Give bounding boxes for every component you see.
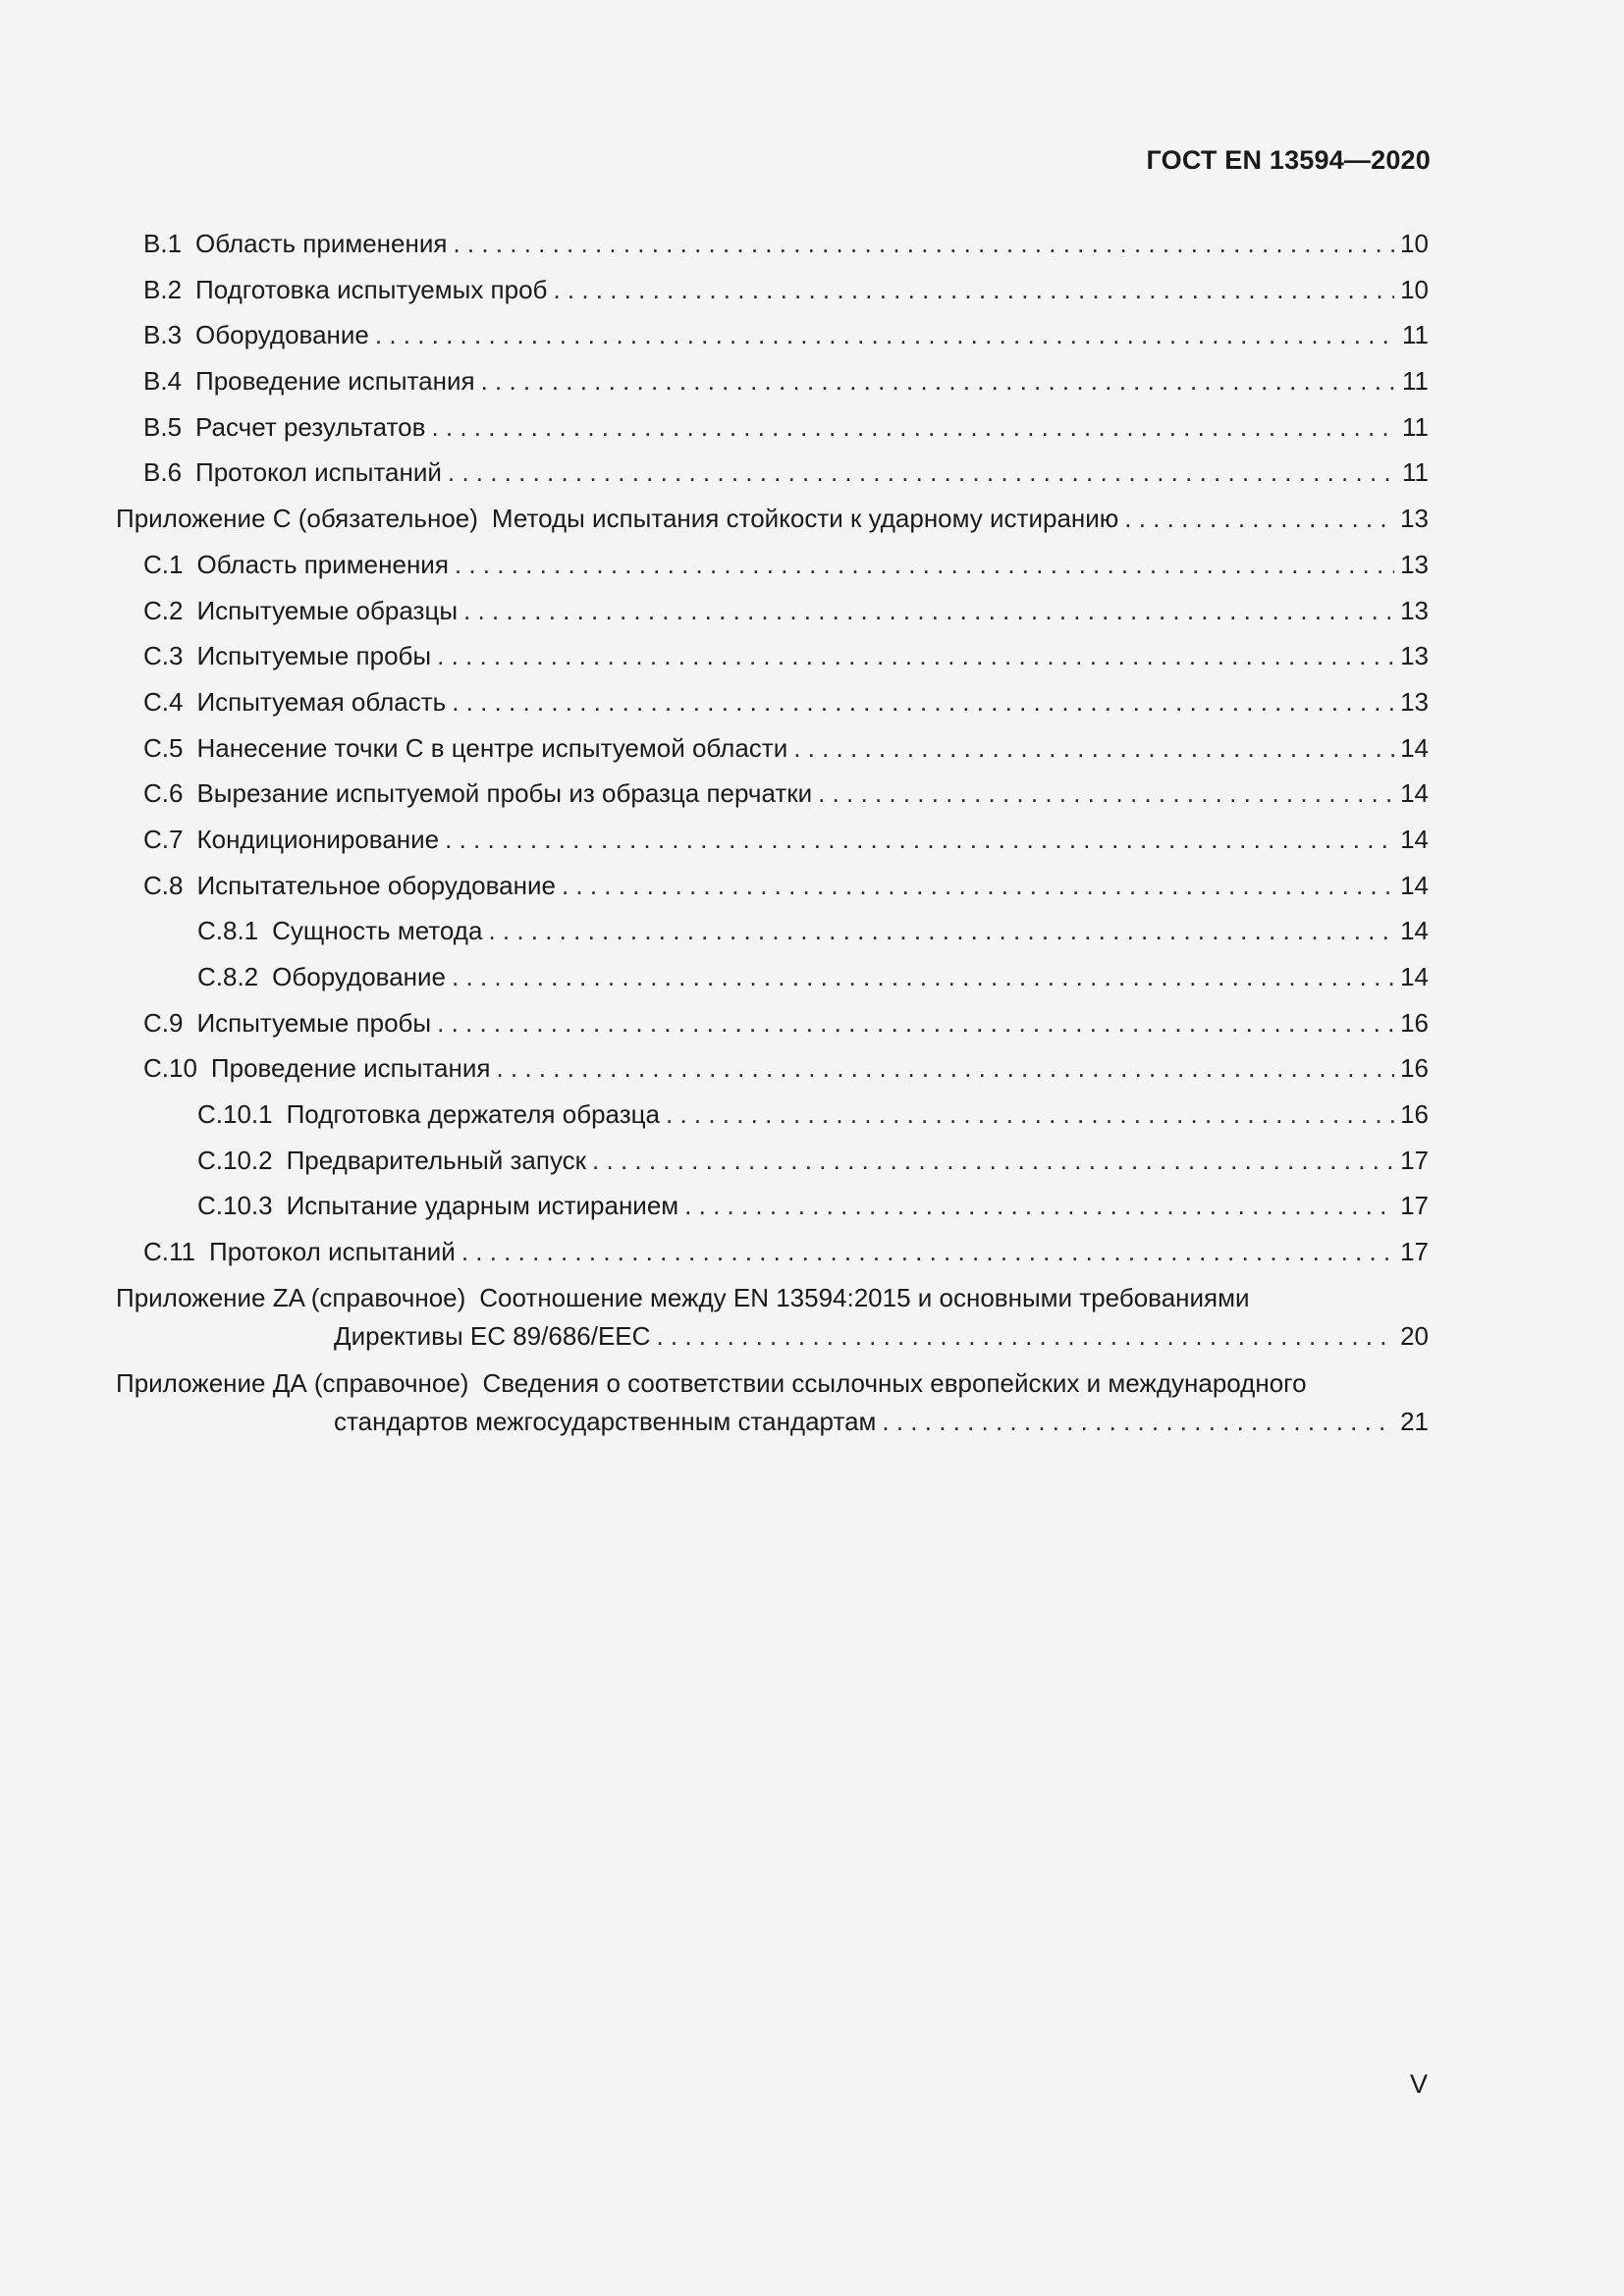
toc-number: С.1 <box>143 549 184 579</box>
toc-leader-dots <box>453 221 1394 267</box>
toc-title: Протокол испытаний <box>195 457 442 488</box>
toc-page: 10 <box>1400 274 1429 304</box>
toc-leader-dots <box>656 1317 1394 1356</box>
toc-leader-dots <box>882 1403 1394 1441</box>
toc-title: Соотношение между EN 13594:2015 и основными требованиями <box>479 1282 1250 1312</box>
toc-title: Испытание ударным истиранием <box>286 1191 679 1221</box>
toc-leader-dots <box>818 771 1394 817</box>
toc-page: 13 <box>1400 595 1429 625</box>
toc-page: 13 <box>1400 686 1429 717</box>
toc-entry-c10[interactable] <box>116 1045 1429 1092</box>
annex-first-line <box>116 1364 1429 1403</box>
toc-leader-dots <box>684 1183 1394 1229</box>
toc-entry-c2[interactable] <box>116 588 1429 634</box>
toc-title: Сведения о соответствии ссылочных европейских и международного <box>482 1367 1307 1398</box>
toc-leader-dots <box>455 542 1394 588</box>
toc-title: Испытательное оборудование <box>196 870 556 900</box>
toc-number: С.8.1 <box>197 916 259 946</box>
annex-label: Приложение С (обязательное) <box>116 504 478 534</box>
toc-number: С.3 <box>143 641 184 671</box>
toc-title: Нанесение точки С в центре испытуемой области <box>196 732 788 763</box>
annex-label: Приложение ZA (справочное) <box>116 1282 466 1312</box>
toc-leader-dots <box>562 863 1394 909</box>
toc-number: С.9 <box>143 1007 184 1038</box>
table-of-contents <box>116 221 1429 1450</box>
toc-entry-c6[interactable] <box>116 771 1429 817</box>
annex-label: Приложение ДА (справочное) <box>116 1367 469 1398</box>
toc-number: С.10.3 <box>197 1191 273 1221</box>
toc-number: С.11 <box>143 1237 195 1267</box>
toc-entry-b6[interactable] <box>116 450 1429 496</box>
page-number: V <box>1409 2069 1428 2099</box>
toc-title: Кондиционирование <box>196 824 440 854</box>
toc-title-continued: стандартов межгосударственным стандартам <box>334 1406 877 1436</box>
toc-leader-dots <box>452 954 1394 1000</box>
toc-leader-dots <box>463 588 1394 634</box>
toc-entry-c9[interactable] <box>116 1000 1429 1046</box>
toc-entry-annex-da[interactable] <box>116 1364 1429 1441</box>
toc-entry-annex-za[interactable] <box>116 1279 1429 1356</box>
toc-page: 14 <box>1400 962 1429 991</box>
toc-page: 20 <box>1400 1320 1429 1351</box>
toc-page: 17 <box>1400 1145 1429 1175</box>
toc-leader-dots <box>445 817 1394 863</box>
toc-page: 10 <box>1400 229 1429 258</box>
toc-title: Расчет результатов <box>195 411 426 442</box>
annex-first-line <box>116 1279 1429 1317</box>
toc-number: С.10 <box>143 1053 197 1084</box>
toc-page: 13 <box>1400 504 1429 534</box>
toc-number: В.6 <box>143 457 183 488</box>
toc-page: 14 <box>1400 870 1429 900</box>
toc-entry-c1[interactable] <box>116 542 1429 588</box>
toc-entry-c8-2[interactable] <box>116 954 1429 1000</box>
toc-leader-dots <box>488 908 1394 954</box>
toc-entry-b1[interactable] <box>116 221 1429 267</box>
toc-title: Вырезание испытуемой пробы из образца перчатки <box>196 778 813 809</box>
toc-entry-b4[interactable] <box>116 358 1429 404</box>
toc-entry-c10-1[interactable] <box>116 1092 1429 1138</box>
toc-entry-b3[interactable] <box>116 312 1429 358</box>
toc-entry-annex-c[interactable] <box>116 496 1429 542</box>
toc-page: 16 <box>1400 1099 1429 1130</box>
toc-leader-dots <box>553 267 1394 313</box>
toc-title: Методы испытания стойкости к ударному истиранию <box>491 504 1119 534</box>
toc-page: 16 <box>1400 1007 1429 1038</box>
toc-leader-dots <box>437 1000 1394 1046</box>
toc-number: С.7 <box>143 824 184 854</box>
toc-page: 13 <box>1400 549 1429 579</box>
toc-leader-dots <box>1124 496 1394 542</box>
toc-title: Испытуемая область <box>196 686 447 717</box>
toc-leader-dots <box>431 404 1396 451</box>
toc-leader-dots <box>666 1092 1394 1138</box>
toc-page: 11 <box>1402 411 1429 442</box>
toc-page: 11 <box>1402 366 1429 397</box>
toc-title: Сущность метода <box>272 916 483 946</box>
toc-title: Подготовка испытуемых проб <box>195 274 548 304</box>
toc-number: С.4 <box>143 686 184 717</box>
toc-entry-c4[interactable] <box>116 679 1429 725</box>
toc-page: 11 <box>1402 320 1429 350</box>
toc-title-continued: Директивы ЕС 89/686/ЕЕС <box>334 1320 651 1351</box>
toc-leader-dots <box>375 312 1396 358</box>
toc-leader-dots <box>592 1138 1394 1184</box>
toc-number: С.10.2 <box>197 1145 273 1175</box>
toc-page: 14 <box>1400 732 1429 763</box>
toc-entry-c8-1[interactable] <box>116 908 1429 954</box>
annex-continuation-line <box>116 1317 1429 1356</box>
toc-entry-c8[interactable] <box>116 863 1429 909</box>
toc-entry-c5[interactable] <box>116 725 1429 772</box>
toc-leader-dots <box>437 633 1394 679</box>
toc-title: Протокол испытаний <box>209 1237 456 1267</box>
toc-number: С.2 <box>143 595 184 625</box>
toc-page: 14 <box>1400 916 1429 946</box>
toc-title: Испытуемые пробы <box>196 1007 432 1038</box>
annex-continuation-line <box>116 1403 1429 1441</box>
toc-title: Испытуемые образцы <box>196 595 459 625</box>
toc-number: С.10.1 <box>197 1099 273 1130</box>
toc-page: 14 <box>1400 778 1429 809</box>
toc-number: В.3 <box>143 320 183 350</box>
toc-number: С.8.2 <box>197 962 259 991</box>
toc-leader-dots <box>461 1229 1394 1275</box>
toc-leader-dots <box>452 679 1394 725</box>
toc-page: 16 <box>1400 1053 1429 1084</box>
toc-entry-c10-3[interactable] <box>116 1183 1429 1229</box>
toc-title: Предварительный запуск <box>286 1145 587 1175</box>
toc-entry-b5[interactable] <box>116 404 1429 451</box>
toc-page: 21 <box>1400 1406 1429 1436</box>
toc-number: С.5 <box>143 732 184 763</box>
toc-number: В.2 <box>143 274 183 304</box>
toc-number: С.8 <box>143 870 184 900</box>
toc-leader-dots <box>496 1045 1394 1092</box>
toc-title: Оборудование <box>195 320 369 350</box>
document-code-header: ГОСТ EN 13594—2020 <box>1146 145 1431 175</box>
toc-page: 11 <box>1402 457 1429 488</box>
toc-title: Область применения <box>196 549 449 579</box>
toc-number: В.4 <box>143 366 183 397</box>
toc-title: Оборудование <box>272 962 446 991</box>
toc-title: Область применения <box>195 229 448 258</box>
toc-page: 14 <box>1400 824 1429 854</box>
toc-page: 17 <box>1400 1237 1429 1267</box>
toc-entry-c10-2[interactable] <box>116 1138 1429 1184</box>
toc-title: Проведение испытания <box>210 1053 491 1084</box>
toc-number: В.1 <box>143 229 183 258</box>
toc-number: С.6 <box>143 778 184 809</box>
toc-entry-c11[interactable] <box>116 1229 1429 1275</box>
toc-entry-b2[interactable] <box>116 267 1429 313</box>
toc-leader-dots <box>793 725 1394 772</box>
toc-leader-dots <box>448 450 1396 496</box>
toc-title: Подготовка держателя образца <box>286 1099 660 1130</box>
toc-title: Проведение испытания <box>195 366 475 397</box>
toc-entry-c3[interactable] <box>116 633 1429 679</box>
toc-title: Испытуемые пробы <box>196 641 432 671</box>
toc-entry-c7[interactable] <box>116 817 1429 863</box>
toc-page: 17 <box>1400 1191 1429 1221</box>
toc-leader-dots <box>481 358 1396 404</box>
toc-number: В.5 <box>143 411 183 442</box>
toc-page: 13 <box>1400 641 1429 671</box>
